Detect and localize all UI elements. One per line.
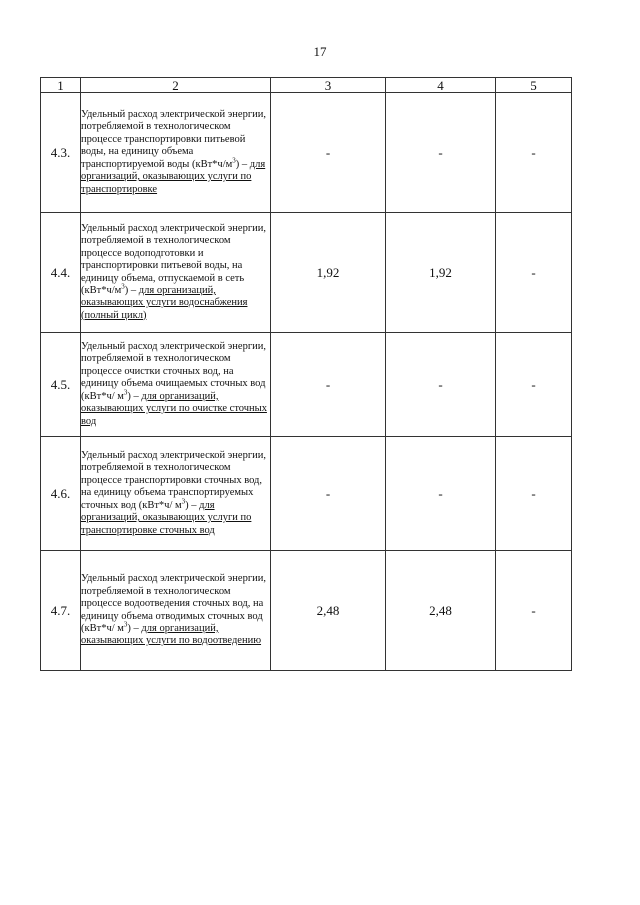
row-description: Удельный расход электрической энергии, потребляемой в технологическом процессе водоотведения сточных вод, на единицу объема отводимых сточных вод (кВт*ч/ $м^3$) – для организаций, оказывающих услуги по водоотведению: [81, 551, 271, 671]
value-col-5: -: [496, 437, 572, 551]
value-col-3: 2,48: [271, 551, 386, 671]
page-number: 17: [313, 44, 327, 59]
value-col-5: -: [496, 551, 572, 671]
indicators-table: [40, 77, 572, 671]
header-col-2: 2: [81, 78, 271, 93]
row-number: 4.7.: [41, 551, 81, 671]
row-description: Удельный расход электрической энергии, потребляемой в технологическом процессе транспортировки сточных вод, на единицу объема транспортируемых сточных вод (кВт*ч/ $м^3$) – для организаций, оказывающих услуги по транспортировке сточных вод: [81, 437, 271, 551]
table-row: [41, 333, 572, 437]
value-col-5: -: [496, 213, 572, 333]
row-description: Удельный расход электрической энергии, потребляемой в технологическом процессе водоподготовки и транспортировки питьевой воды, на единицу объема, отпускаемой в сеть $(кВт*ч/м^3)$ – для организаций, оказывающих услуги водоснабжения (полный цикл): [81, 213, 271, 333]
row-description: Удельный расход электрической энергии, потребляемой в технологическом процессе очистки сточных вод, на единицу объема очищаемых сточных вод (кВт*ч/ $м^3$) – для организаций, оказывающих услуги по очистке сточных вод: [81, 333, 271, 437]
value-col-4: -: [386, 437, 496, 551]
value-col-5: -: [496, 93, 572, 213]
table-row: [41, 437, 572, 551]
value-col-3: -: [271, 93, 386, 213]
value-col-3: -: [271, 333, 386, 437]
header-col-3: 3: [271, 78, 386, 93]
value-col-4: 2,48: [386, 551, 496, 671]
row-number: 4.5.: [41, 333, 81, 437]
value-col-3: -: [271, 437, 386, 551]
row-description: Удельный расход электрической энергии, потребляемой в технологическом процессе транспортировки питьевой воды, на единицу объема транспортируемой воды $(кВт*ч/м^3)$ – для организаций, оказывающих услуги по транспортировке: [81, 93, 271, 213]
header-col-5: 5: [496, 78, 572, 93]
row-number: 4.6.: [41, 437, 81, 551]
table-row: [41, 93, 572, 213]
table-row: [41, 551, 572, 671]
header-col-1: 1: [41, 78, 81, 93]
row-number: 4.4.: [41, 213, 81, 333]
value-col-4: 1,92: [386, 213, 496, 333]
header-row: [41, 78, 572, 93]
header-col-4: 4: [386, 78, 496, 93]
value-col-4: -: [386, 333, 496, 437]
table-row: [41, 213, 572, 333]
value-col-5: -: [496, 333, 572, 437]
value-col-3: 1,92: [271, 213, 386, 333]
row-number: 4.3.: [41, 93, 81, 213]
value-col-4: -: [386, 93, 496, 213]
